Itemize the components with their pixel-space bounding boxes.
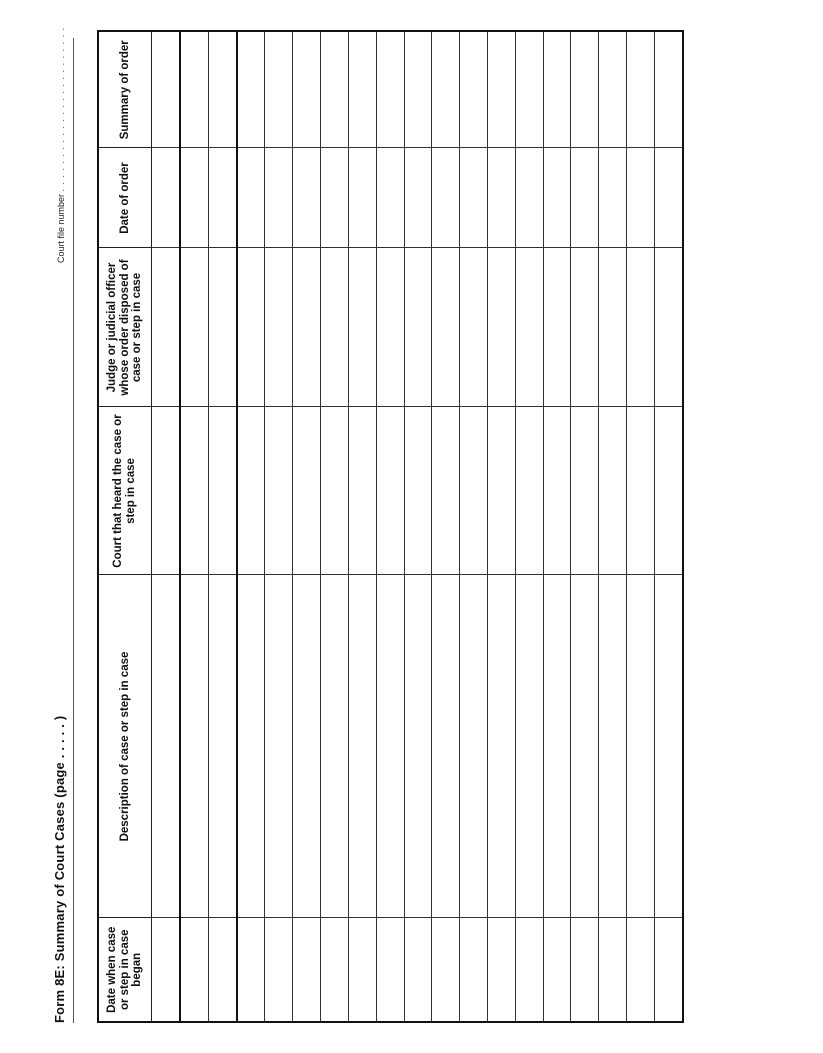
cell-date-began[interactable] bbox=[321, 918, 349, 1022]
cell-court[interactable] bbox=[627, 407, 655, 575]
cell-description[interactable] bbox=[515, 575, 543, 918]
table-row bbox=[404, 31, 432, 1022]
cell-court[interactable] bbox=[265, 407, 293, 575]
table-row bbox=[293, 31, 321, 1022]
cell-date-of-order[interactable] bbox=[293, 148, 321, 248]
cell-summary-of-order[interactable] bbox=[599, 31, 627, 148]
cell-description[interactable] bbox=[321, 575, 349, 918]
cell-judge[interactable] bbox=[654, 248, 683, 407]
cell-date-of-order[interactable] bbox=[404, 148, 432, 248]
cell-date-of-order[interactable] bbox=[265, 148, 293, 248]
cell-judge[interactable] bbox=[515, 248, 543, 407]
cell-description[interactable] bbox=[208, 575, 236, 918]
table-row bbox=[152, 31, 180, 1022]
cell-summary-of-order[interactable] bbox=[543, 31, 571, 148]
cell-court[interactable] bbox=[208, 407, 236, 575]
cell-date-began[interactable] bbox=[460, 918, 488, 1022]
cell-date-began[interactable] bbox=[654, 918, 683, 1022]
cell-date-of-order[interactable] bbox=[515, 148, 543, 248]
cell-judge[interactable] bbox=[627, 248, 655, 407]
table-row bbox=[599, 31, 627, 1022]
cell-date-of-order[interactable] bbox=[571, 148, 599, 248]
cell-date-began[interactable] bbox=[571, 918, 599, 1022]
cell-description[interactable] bbox=[654, 575, 683, 918]
cell-court[interactable] bbox=[237, 407, 265, 575]
cell-date-began[interactable] bbox=[432, 918, 460, 1022]
cell-description[interactable] bbox=[488, 575, 516, 918]
cell-judge[interactable] bbox=[293, 248, 321, 407]
cell-judge[interactable] bbox=[180, 248, 208, 407]
column-header-court: Court that heard the case or step in case bbox=[98, 407, 152, 575]
cell-date-of-order[interactable] bbox=[627, 148, 655, 248]
cell-date-of-order[interactable] bbox=[488, 148, 516, 248]
cell-court[interactable] bbox=[654, 407, 683, 575]
title-divider bbox=[73, 38, 74, 1023]
cell-judge[interactable] bbox=[265, 248, 293, 407]
cell-summary-of-order[interactable] bbox=[321, 31, 349, 148]
cell-date-began[interactable] bbox=[180, 918, 208, 1022]
cell-description[interactable] bbox=[571, 575, 599, 918]
cell-date-of-order[interactable] bbox=[152, 148, 180, 248]
cell-date-began[interactable] bbox=[543, 918, 571, 1022]
cell-date-of-order[interactable] bbox=[432, 148, 460, 248]
table-row bbox=[543, 31, 571, 1022]
cell-court[interactable] bbox=[348, 407, 376, 575]
cell-description[interactable] bbox=[460, 575, 488, 918]
cell-date-of-order[interactable] bbox=[237, 148, 265, 248]
cell-court[interactable] bbox=[460, 407, 488, 575]
cell-summary-of-order[interactable] bbox=[432, 31, 460, 148]
cell-judge[interactable] bbox=[237, 248, 265, 407]
cell-description[interactable] bbox=[627, 575, 655, 918]
cell-court[interactable] bbox=[488, 407, 516, 575]
cell-date-of-order[interactable] bbox=[654, 148, 683, 248]
cell-court[interactable] bbox=[432, 407, 460, 575]
table-row bbox=[515, 31, 543, 1022]
column-header-summary-of-order: Summary of order bbox=[98, 31, 152, 148]
cell-judge[interactable] bbox=[488, 248, 516, 407]
table-row bbox=[488, 31, 516, 1022]
column-header-date-began: Date when case or step in case began bbox=[98, 918, 152, 1022]
cell-court[interactable] bbox=[293, 407, 321, 575]
cell-date-of-order[interactable] bbox=[543, 148, 571, 248]
table-row bbox=[208, 31, 236, 1022]
table-row bbox=[265, 31, 293, 1022]
cell-date-began[interactable] bbox=[515, 918, 543, 1022]
cell-summary-of-order[interactable] bbox=[515, 31, 543, 148]
table-row bbox=[348, 31, 376, 1022]
cell-summary-of-order[interactable] bbox=[152, 31, 180, 148]
cell-description[interactable] bbox=[293, 575, 321, 918]
cell-description[interactable] bbox=[265, 575, 293, 918]
cell-summary-of-order[interactable] bbox=[571, 31, 599, 148]
cell-date-began[interactable] bbox=[237, 918, 265, 1022]
cell-date-of-order[interactable] bbox=[348, 148, 376, 248]
table-row bbox=[321, 31, 349, 1022]
table-row bbox=[654, 31, 683, 1022]
cell-court[interactable] bbox=[321, 407, 349, 575]
court-file-number-label: Court file number bbox=[56, 193, 66, 263]
form-title: Form 8E: Summary of Court Cases (page . . . . . ) bbox=[52, 715, 67, 1023]
cell-judge[interactable] bbox=[404, 248, 432, 407]
court-file-number-blank[interactable]: . . . . . . . . . . . . . . . . . . . . . . . . bbox=[56, 26, 66, 192]
cell-summary-of-order[interactable] bbox=[237, 31, 265, 148]
cell-date-of-order[interactable] bbox=[208, 148, 236, 248]
cell-summary-of-order[interactable] bbox=[208, 31, 236, 148]
cell-date-began[interactable] bbox=[208, 918, 236, 1022]
column-header-judge: Judge or judicial officer whose order disposed of case or step in case bbox=[98, 248, 152, 407]
cell-date-of-order[interactable] bbox=[180, 148, 208, 248]
cell-date-of-order[interactable] bbox=[599, 148, 627, 248]
cell-date-began[interactable] bbox=[152, 918, 180, 1022]
cell-description[interactable] bbox=[432, 575, 460, 918]
cell-date-began[interactable] bbox=[404, 918, 432, 1022]
cell-judge[interactable] bbox=[543, 248, 571, 407]
cell-summary-of-order[interactable] bbox=[180, 31, 208, 148]
cell-summary-of-order[interactable] bbox=[488, 31, 516, 148]
cell-court[interactable] bbox=[152, 407, 180, 575]
table-row bbox=[180, 31, 208, 1022]
cell-date-began[interactable] bbox=[488, 918, 516, 1022]
cell-description[interactable] bbox=[348, 575, 376, 918]
cell-summary-of-order[interactable] bbox=[265, 31, 293, 148]
cell-judge[interactable] bbox=[460, 248, 488, 407]
table-row bbox=[432, 31, 460, 1022]
court-file-number-field bbox=[56, 27, 66, 263]
cell-summary-of-order[interactable] bbox=[404, 31, 432, 148]
table-row bbox=[376, 31, 404, 1022]
cell-date-of-order[interactable] bbox=[321, 148, 349, 248]
table-row bbox=[237, 31, 265, 1022]
cell-summary-of-order[interactable] bbox=[348, 31, 376, 148]
cell-date-began[interactable] bbox=[293, 918, 321, 1022]
table-row bbox=[571, 31, 599, 1022]
cell-judge[interactable] bbox=[348, 248, 376, 407]
cell-description[interactable] bbox=[404, 575, 432, 918]
cell-summary-of-order[interactable] bbox=[293, 31, 321, 148]
cell-date-of-order[interactable] bbox=[376, 148, 404, 248]
cell-summary-of-order[interactable] bbox=[460, 31, 488, 148]
cell-judge[interactable] bbox=[599, 248, 627, 407]
cell-description[interactable] bbox=[376, 575, 404, 918]
column-header-date-of-order: Date of order bbox=[98, 148, 152, 248]
cell-judge[interactable] bbox=[432, 248, 460, 407]
cell-judge[interactable] bbox=[321, 248, 349, 407]
cell-description[interactable] bbox=[237, 575, 265, 918]
cell-judge[interactable] bbox=[208, 248, 236, 407]
table-row bbox=[460, 31, 488, 1022]
court-cases-table bbox=[97, 30, 684, 1023]
cell-judge[interactable] bbox=[152, 248, 180, 407]
cell-court[interactable] bbox=[376, 407, 404, 575]
cell-court[interactable] bbox=[515, 407, 543, 575]
cell-summary-of-order[interactable] bbox=[376, 31, 404, 148]
column-header-description: Description of case or step in case bbox=[98, 575, 152, 918]
cell-court[interactable] bbox=[571, 407, 599, 575]
cell-judge[interactable] bbox=[571, 248, 599, 407]
cell-description[interactable] bbox=[152, 575, 180, 918]
cell-date-began[interactable] bbox=[376, 918, 404, 1022]
cell-date-began[interactable] bbox=[627, 918, 655, 1022]
cell-court[interactable] bbox=[404, 407, 432, 575]
table-row bbox=[627, 31, 655, 1022]
table-body bbox=[152, 31, 684, 1022]
cell-description[interactable] bbox=[180, 575, 208, 918]
table-header-row bbox=[98, 31, 152, 1022]
cell-court[interactable] bbox=[180, 407, 208, 575]
cell-summary-of-order[interactable] bbox=[627, 31, 655, 148]
cell-date-began[interactable] bbox=[265, 918, 293, 1022]
cell-description[interactable] bbox=[543, 575, 571, 918]
cell-judge[interactable] bbox=[376, 248, 404, 407]
cell-court[interactable] bbox=[543, 407, 571, 575]
cell-date-began[interactable] bbox=[348, 918, 376, 1022]
cell-date-of-order[interactable] bbox=[460, 148, 488, 248]
cell-description[interactable] bbox=[599, 575, 627, 918]
cell-date-began[interactable] bbox=[599, 918, 627, 1022]
cell-summary-of-order[interactable] bbox=[654, 31, 683, 148]
cell-court[interactable] bbox=[599, 407, 627, 575]
